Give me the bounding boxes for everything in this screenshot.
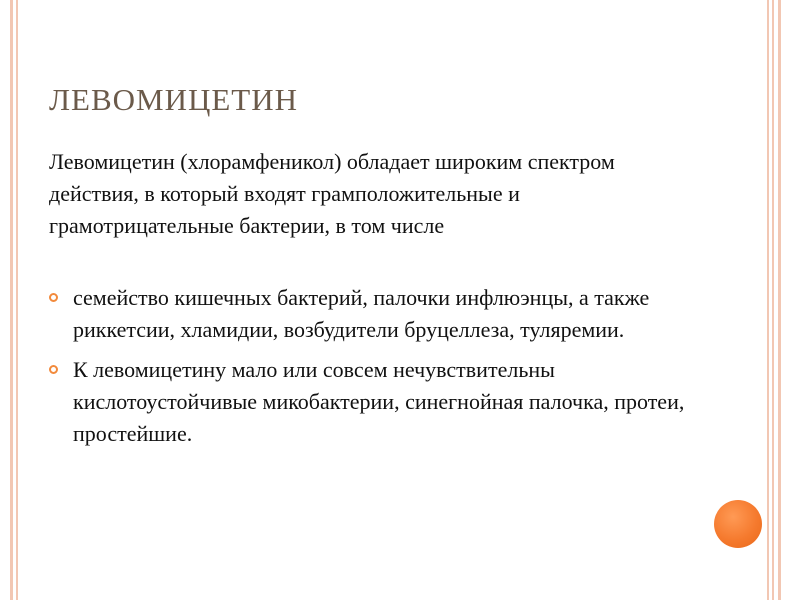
right-decor-stripe bbox=[772, 0, 774, 600]
bullet-list bbox=[49, 282, 709, 458]
bullet-circle-icon bbox=[49, 293, 58, 302]
bullet-text: К левомицетину мало или совсем нечувствительны кислотоустойчивые микобактерии, синегнойная палочка, протеи, простейшие. bbox=[73, 357, 685, 446]
left-decor-stripe bbox=[10, 0, 13, 600]
right-decor-stripe bbox=[778, 0, 781, 600]
bullet-item bbox=[49, 354, 709, 450]
bullet-circle-icon bbox=[49, 365, 58, 374]
bullet-item bbox=[49, 282, 709, 346]
bullet-text: семейство кишечных бактерий, палочки инфлюэнцы, а также риккетсии, хламидии, возбудители бруцеллеза, туляремии. bbox=[73, 285, 650, 342]
slide-title: ЛЕВОМИЦЕТИН bbox=[49, 82, 299, 117]
orange-circle-icon bbox=[714, 500, 762, 548]
right-decor-stripe bbox=[767, 0, 769, 600]
intro-paragraph: Левомицетин (хлорамфеникол) обладает широким спектром действия, в который входят грамположительные и грамотрицательные бактерии, в том числе bbox=[49, 149, 615, 238]
left-decor-stripe bbox=[16, 0, 18, 600]
